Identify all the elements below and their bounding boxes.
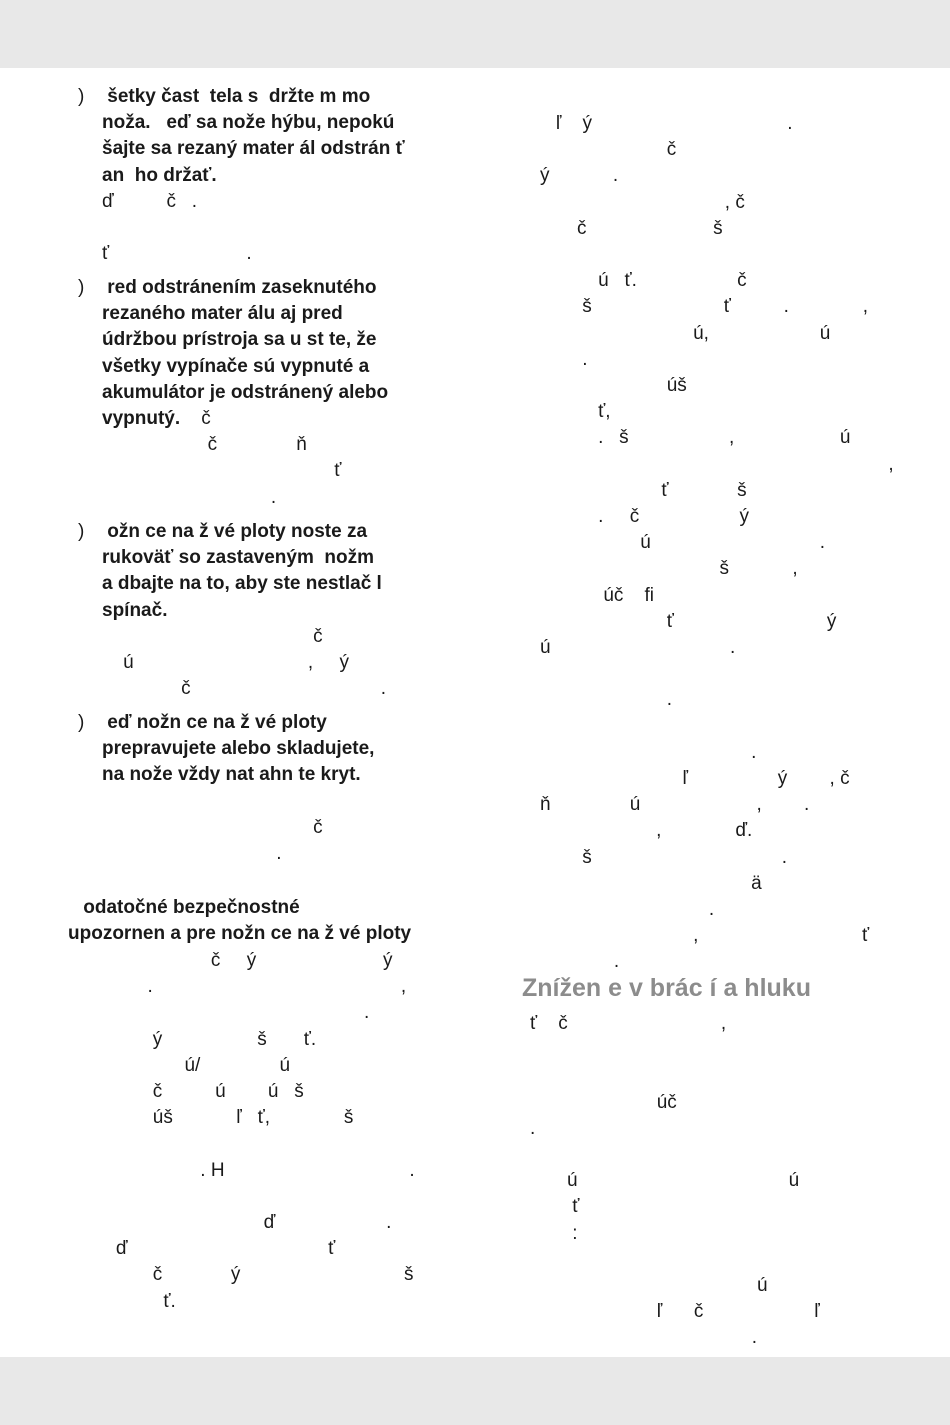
warning-text-tail: č (180, 408, 211, 429)
warning-text-line: na nože vždy nat ahn te kryt. (102, 764, 361, 786)
body-text-line: č (102, 625, 323, 647)
body-text-line: ú , ý (102, 652, 350, 673)
warning-text-line: red odstránením zaseknutého (102, 277, 377, 298)
body-text-line: . (530, 1117, 536, 1139)
body-text-line: ľ č ľ (530, 1301, 820, 1323)
bottom-margin-band (0, 1357, 950, 1425)
body-text-line: ť č , (530, 1013, 727, 1034)
body-text-line: . (540, 951, 620, 973)
warning-text-line: eď nožn ce na ž vé ploty (102, 712, 327, 733)
body-text-line: ú ť. č (540, 270, 747, 292)
body-text-line: š ť . , (540, 296, 869, 318)
section-heading-line: upozornen a pre nožn ce na ž vé ploty (68, 923, 412, 944)
warning-text-line: rezaného mater álu aj pred (102, 303, 343, 325)
body-text-line: , (540, 453, 894, 475)
body-text-line: č ý ý (100, 950, 393, 971)
body-text-line: . (100, 1002, 370, 1024)
warning-text-line: an ho držať. (102, 164, 217, 186)
section-heading-vibration-noise: Znížen e v brác í a hluku (522, 974, 811, 1002)
body-text-line: č . (102, 678, 386, 700)
body-text-line: úč fi (540, 584, 655, 606)
body-text-line: . č ý (540, 506, 750, 527)
warning-text-line: prepravujete alebo skladujete, (102, 738, 375, 760)
body-text-line: . (540, 348, 588, 370)
warning-text-line: noža. eď sa nože hýbu, nepokú (102, 112, 395, 134)
body-text-line: . (530, 1327, 757, 1349)
body-text-line: , ť (540, 925, 870, 947)
body-text-line: ý . (540, 165, 619, 187)
warning-text-line: údržbou prístroja sa u st te, že (102, 329, 377, 351)
body-text-line: ú ú (530, 1170, 800, 1192)
body-text-line: úč (530, 1091, 677, 1113)
body-text-line: . H . (100, 1159, 415, 1181)
body-text-line: úš (540, 375, 687, 396)
warning-text-line: šetky čast tela s držte m mo (102, 86, 371, 107)
warning-text-line: šajte sa rezaný mater ál odstrán ť (102, 138, 405, 160)
warning-text-line: vypnutý. č (102, 408, 211, 429)
body-text-line: ť (102, 460, 342, 482)
body-text-line: š . (540, 846, 788, 868)
list-marker: ) (78, 712, 85, 733)
list-marker: ) (78, 521, 85, 542)
body-text-line: ď . (100, 1212, 392, 1233)
top-margin-band (0, 0, 950, 68)
warning-text-line: rukoväť so zastaveným nožm (102, 547, 375, 569)
body-text-line: š , (540, 558, 798, 580)
body-text-line: č (102, 816, 323, 838)
body-text-line: ď ť (100, 1238, 336, 1260)
body-text-line: . (540, 689, 672, 711)
body-text-line: ť š (540, 479, 747, 501)
warning-text-line: a dbajte na to, aby ste nestlač l (102, 573, 382, 595)
list-marker: ) (78, 86, 85, 107)
body-text-line: ú, ú (540, 322, 831, 344)
body-text-line: . (540, 741, 757, 763)
list-marker: ) (78, 277, 85, 298)
body-text-line: : (530, 1222, 578, 1244)
body-text-line: . š , ú (540, 427, 851, 449)
body-text-line: ľ ý , č (540, 768, 850, 789)
body-text-line: č ú ú š (100, 1081, 304, 1102)
body-text-line: , č (540, 191, 745, 213)
body-text-line: ť. (100, 1290, 176, 1312)
body-text-line: ť . (102, 243, 252, 265)
body-text-line: ä (540, 872, 762, 894)
section-heading-line: odatočné bezpečnostné (78, 897, 300, 918)
body-text-line: ď č . (102, 190, 198, 212)
body-text-line: ú (530, 1275, 768, 1296)
warning-text-line: spínač. (102, 599, 168, 621)
warning-text-line: všetky vypínače sú vypnuté a (102, 355, 370, 377)
body-text-line: ú . (540, 637, 736, 658)
body-text-line: ľ ý . (540, 113, 793, 134)
body-text-line: č š (540, 217, 723, 239)
body-text-line: ú . (540, 532, 826, 554)
body-text-line: úš ľ ť, š (100, 1107, 354, 1129)
body-text-line: , ď. (540, 820, 753, 842)
body-text-line: ť ý (540, 610, 837, 632)
warning-text-line: akumulátor je odstránený alebo (102, 381, 389, 403)
body-text-line: . , (100, 976, 407, 998)
body-text-line: ú/ ú (100, 1054, 291, 1076)
body-text-line: č ý š (100, 1264, 414, 1286)
warning-text-line: ožn ce na ž vé ploty noste za (102, 521, 368, 542)
body-text-line: č (540, 139, 677, 161)
body-text-line: ý š ť. (100, 1028, 317, 1050)
body-text-line: ň ú , . (540, 794, 810, 816)
body-text-line: č ň (102, 434, 307, 456)
body-text-line: ť (530, 1196, 580, 1218)
body-text-line: . (102, 486, 277, 508)
body-text-line: . (102, 843, 282, 864)
body-text-line: ť, (540, 401, 611, 423)
body-text-line: . (540, 899, 715, 920)
